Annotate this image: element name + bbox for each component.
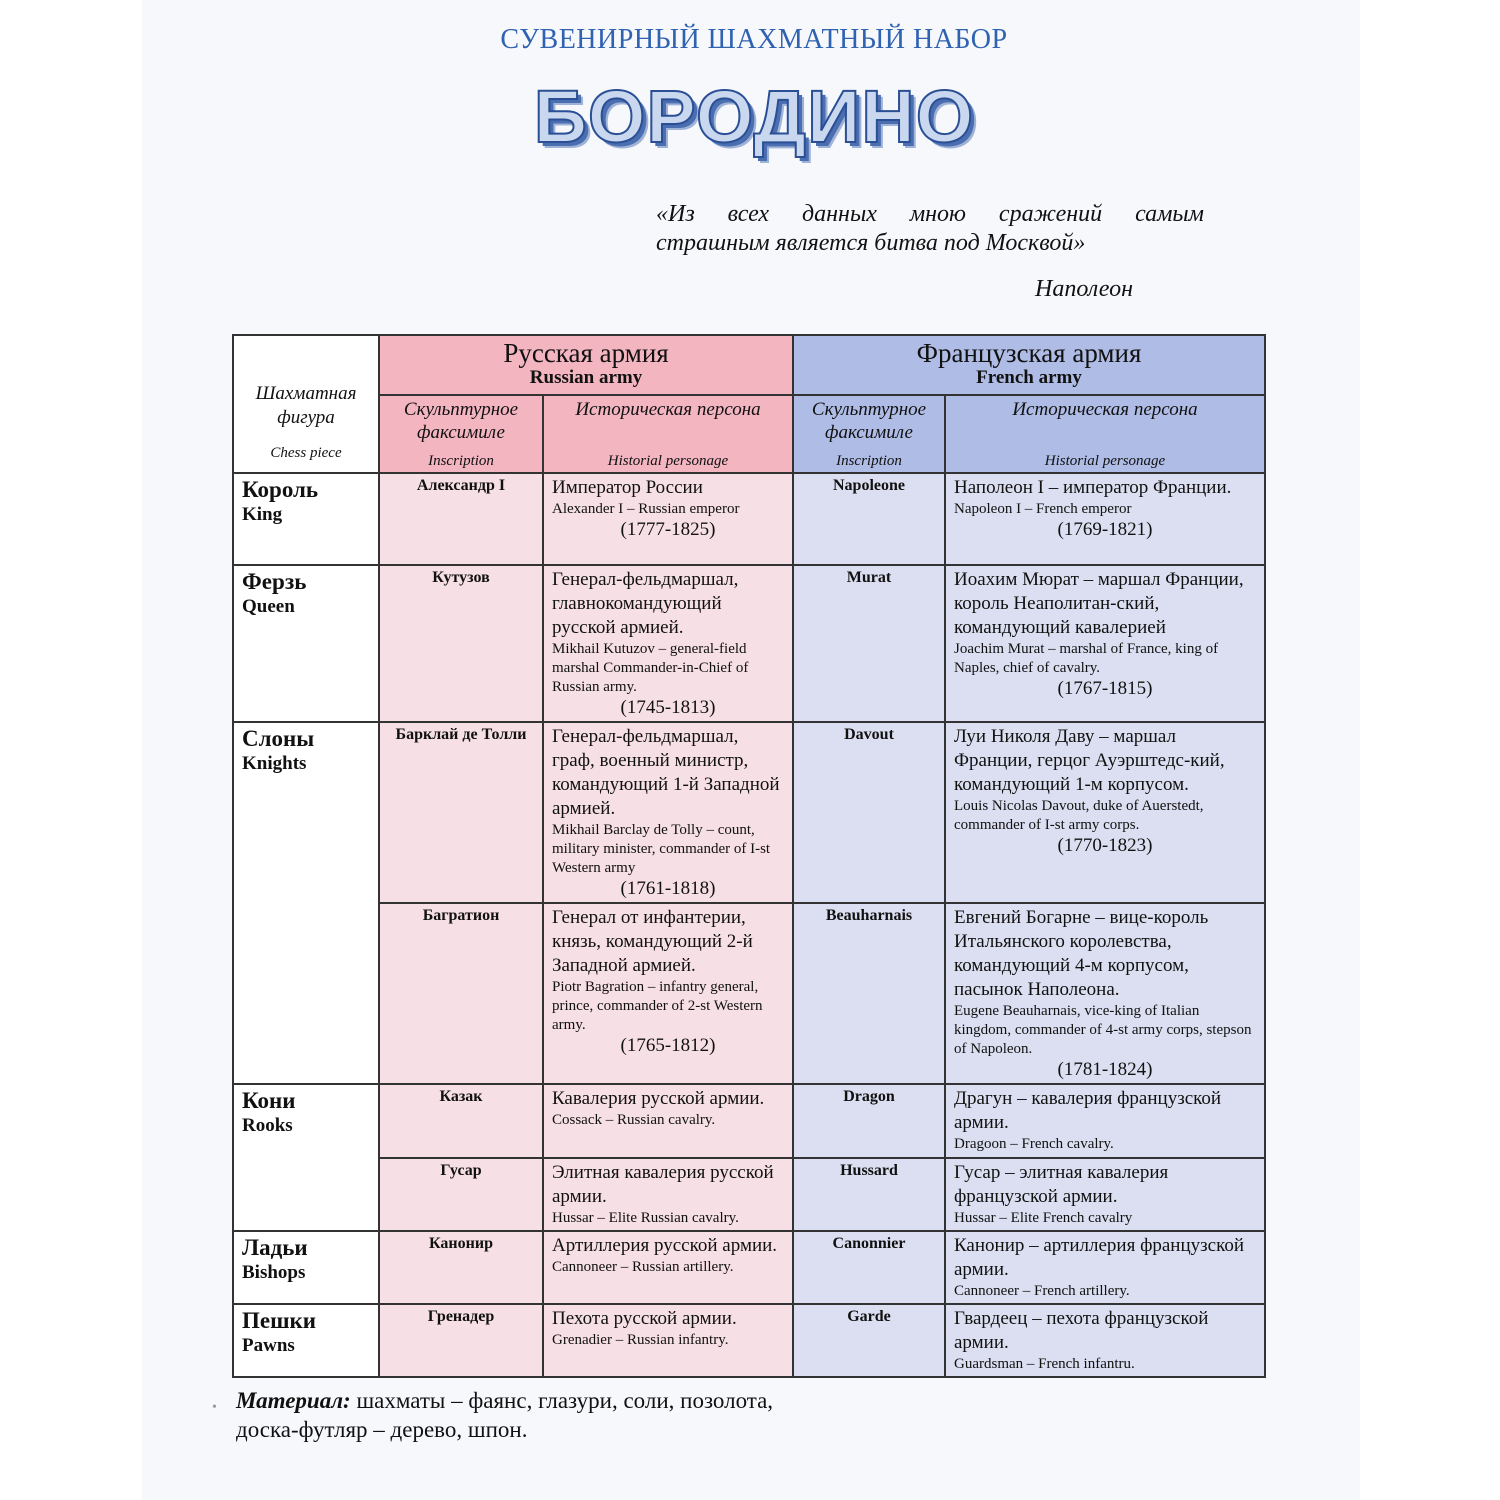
table-row: [233, 1231, 1265, 1304]
personage-ru: Генерал-фельдмаршал, граф, военный министр, командующий 1-й Западной армией.: [552, 726, 780, 819]
personage-years: (1745-1813): [620, 697, 716, 718]
fra-inscription: Hussard: [793, 1158, 945, 1231]
personage-ru: Гусар – элитная кавалерия французской армии.: [954, 1162, 1169, 1207]
personage-en: Piotr Bagration – infantry general, prince, commander of 2-st Western army.: [552, 979, 763, 1033]
personage-ru: Гвардеец – пехота французской армии.: [954, 1308, 1209, 1353]
piece-cell: [233, 473, 379, 565]
personage-header-en: Historial personage: [607, 453, 729, 469]
personage-en: Louis Nicolas Davout, duke of Auerstedt, commander of I-st army corps.: [954, 798, 1204, 833]
french-army-en: French army: [976, 367, 1082, 388]
quote-line-2: страшным является битва под Москвой»: [656, 230, 1086, 256]
rus-inscription: Багратион: [379, 903, 543, 1084]
fra-personage: [945, 1304, 1265, 1377]
material-note: [236, 1386, 936, 1444]
personage-years: (1769-1821): [1057, 519, 1153, 540]
piece-name-ru: Ладьи: [242, 1235, 308, 1260]
personage-en: Hussar – Elite French cavalry: [954, 1210, 1133, 1226]
table-row: [233, 1084, 1265, 1158]
rus-personage: [543, 1084, 793, 1158]
material-line-2: доска-футляр – дерево, шпон.: [236, 1417, 528, 1442]
rus-personage-header: [543, 395, 793, 473]
quote-line-1: «Из всех данных мною сражений самым: [656, 201, 1204, 227]
fra-personage: [945, 903, 1265, 1084]
fra-inscription-header: [793, 395, 945, 473]
rus-personage: [543, 1158, 793, 1231]
personage-en: Dragoon – French cavalry.: [954, 1136, 1114, 1152]
rus-personage: [543, 722, 793, 903]
fra-personage: [945, 1084, 1265, 1158]
fra-inscription: Dragon: [793, 1084, 945, 1158]
personage-ru: Генерал-фельдмаршал, главнокомандующий русской армией.: [552, 569, 739, 638]
piece-name-ru: Ферзь: [242, 569, 307, 594]
inscription-header-ru: Скульптурное факсимиле: [403, 399, 519, 443]
epigraph-quote: [656, 200, 1204, 258]
personage-en: Cannoneer – Russian artillery.: [552, 1259, 734, 1275]
rus-inscription-header: [379, 395, 543, 473]
inscription-header-en: Inscription: [428, 453, 494, 469]
piece-name-ru: Пешки: [242, 1308, 317, 1333]
personage-header-en: Historial personage: [1044, 453, 1166, 469]
personage-en: Napoleon I – French emperor: [954, 501, 1132, 517]
piece-column-header: [233, 335, 379, 473]
rus-inscription: Канонир: [379, 1231, 543, 1304]
personage-header-ru: Историческая персона: [1012, 399, 1198, 420]
personage-en: Alexander I – Russian emperor: [552, 501, 740, 517]
personage-years: (1761-1818): [620, 878, 716, 899]
pretitle: СУВЕНИРНЫЙ ШАХМАТНЫЙ НАБОР: [500, 24, 1008, 55]
piece-cell: [233, 722, 379, 1084]
personage-years: (1781-1824): [1057, 1059, 1153, 1080]
piece-name-ru: Кони: [242, 1088, 296, 1113]
bullet-dot: •: [212, 1400, 217, 1415]
personage-ru: Луи Николя Даву – маршал Франции, герцог Ауэрштедс-кий, командующий 1-м корпусом.: [954, 726, 1225, 795]
rus-personage: [543, 1231, 793, 1304]
table-row: [233, 903, 1265, 1084]
personage-header-ru: Историческая персона: [575, 399, 761, 420]
fra-inscription: Beauharnais: [793, 903, 945, 1084]
fra-personage: [945, 473, 1265, 565]
piece-name-en: Rooks: [242, 1115, 293, 1136]
personage-years: (1770-1823): [1057, 835, 1153, 856]
personage-years: (1777-1825): [620, 519, 716, 540]
fra-personage: [945, 722, 1265, 903]
table-row: [233, 1158, 1265, 1231]
personage-en: Cannoneer – French artillery.: [954, 1283, 1130, 1299]
personage-ru: Кавалерия русской армии.: [552, 1088, 765, 1109]
fra-inscription: Murat: [793, 565, 945, 722]
table-row: [233, 1304, 1265, 1377]
piece-name-en: Queen: [242, 596, 295, 617]
personage-en: Joachim Murat – marshal of France, king of Naples, chief of cavalry.: [954, 641, 1219, 676]
russian-army-en: Russian army: [529, 367, 643, 388]
piece-name-en: Knights: [242, 753, 307, 774]
fra-personage: [945, 565, 1265, 722]
piece-name-en: Pawns: [242, 1335, 295, 1356]
header-row: [233, 335, 1265, 395]
personage-years: (1765-1812): [620, 1035, 716, 1056]
personage-ru: Наполеон I – император Франции.: [954, 477, 1232, 498]
french-army-ru: Французская армия: [916, 338, 1142, 368]
fra-personage-header: [945, 395, 1265, 473]
personage-ru: Артиллерия русской армии.: [552, 1235, 778, 1256]
piece-name-en: Bishops: [242, 1262, 306, 1283]
rus-inscription: Казак: [379, 1084, 543, 1158]
personage-years: (1767-1815): [1057, 678, 1153, 699]
material-label: Материал:: [236, 1388, 351, 1413]
table-row: [233, 565, 1265, 722]
fra-inscription: Canonnier: [793, 1231, 945, 1304]
rus-inscription: Барклай де Толли: [379, 722, 543, 903]
rus-inscription: Гусар: [379, 1158, 543, 1231]
personage-ru: Канонир – артиллерия французской армии.: [954, 1235, 1245, 1280]
personage-ru: Элитная кавалерия русской армии.: [552, 1162, 774, 1207]
personage-ru: Генерал от инфантерии, князь, командующий 2-й Западной армией.: [552, 907, 753, 976]
french-army-header: [793, 335, 1265, 395]
fra-personage: [945, 1158, 1265, 1231]
piece-cell: [233, 1084, 379, 1231]
inscription-header-ru: Скульптурное факсимиле: [811, 399, 927, 443]
piece-cell: [233, 1231, 379, 1304]
table-row: [233, 722, 1265, 903]
personage-en: Eugene Beauharnais, vice-king of Italian kingdom, commander of 4-st army corps, stepson of Napoleon.: [954, 1003, 1252, 1057]
rus-personage: [543, 903, 793, 1084]
personage-ru: Драгун – кавалерия французской армии.: [954, 1088, 1222, 1133]
piece-name-ru: Слоны: [242, 726, 315, 751]
rus-inscription: Александр I: [379, 473, 543, 565]
material-line-1: [236, 1386, 936, 1415]
inscription-header-en: Inscription: [836, 453, 902, 469]
rus-personage: [543, 565, 793, 722]
table-row: [233, 473, 1265, 565]
fra-inscription: Garde: [793, 1304, 945, 1377]
subheader-row: [233, 395, 1265, 473]
personage-en: Grenadier – Russian infantry.: [552, 1332, 729, 1348]
material-text-1: шахматы – фаянс, глазури, соли, позолота,: [356, 1388, 774, 1413]
personage-en: Hussar – Elite Russian cavalry.: [552, 1210, 739, 1226]
personage-ru: Евгений Богарне – вице-король Итальянского королевства, командующий 4-м корпусом, пасынок Наполеона.: [954, 907, 1209, 1000]
quote-author: Наполеон: [1035, 276, 1134, 302]
piece-cell: [233, 1304, 379, 1377]
piece-cell: [233, 565, 379, 722]
russian-army-header: [379, 335, 793, 395]
rus-personage: [543, 473, 793, 565]
personage-en: Mikhail Kutuzov – general-field marshal Commander-in-Chief of Russian army.: [552, 641, 749, 695]
piece-header-en: Chess piece: [270, 445, 342, 461]
personage-en: Mikhail Barclay de Tolly – count, military minister, commander of I-st Western army: [552, 822, 771, 876]
personage-ru: Иоахим Мюрат – маршал Франции, король Неаполитан-ский, командующий кавалерией: [954, 569, 1244, 638]
personage-ru: Император России: [552, 477, 703, 498]
fra-inscription: Napoleone: [793, 473, 945, 565]
russian-army-ru: Русская армия: [503, 338, 669, 368]
piece-name-ru: Король: [242, 477, 319, 502]
fra-personage: [945, 1231, 1265, 1304]
page-title: БОРОДИНО: [533, 75, 975, 158]
rus-inscription: Гренадер: [379, 1304, 543, 1377]
rus-inscription: Кутузов: [379, 565, 543, 722]
personage-en: Cossack – Russian cavalry.: [552, 1112, 716, 1128]
piece-name-en: King: [242, 504, 283, 525]
rus-personage: [543, 1304, 793, 1377]
chess-pieces-table: [232, 334, 1266, 1378]
fra-inscription: Davout: [793, 722, 945, 903]
piece-header-ru: Шахматная фигура: [255, 383, 357, 428]
personage-ru: Пехота русской армии.: [552, 1308, 737, 1329]
personage-en: Guardsman – French infantru.: [954, 1356, 1135, 1372]
